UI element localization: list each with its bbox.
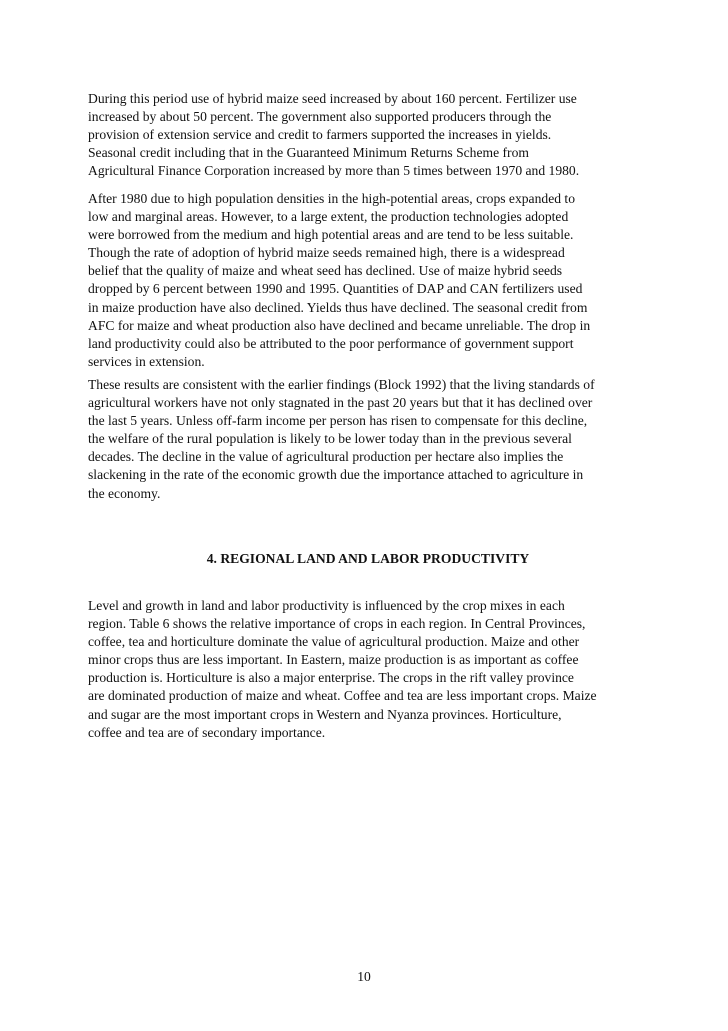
paragraph-crop-mixes: Level and growth in land and labor productivity is influenced by the crop mixes in each region. Table 6 shows the relative importance of crops in each region. In Central Provinces, coffee, tea and horticulture dominate the value of agricultural production. Maize and other minor crops thus are less important. In Eastern, maize production is as important as coffee production is. Horticulture is also a major enterprise. The crops in the rift valley province are dominated production of maize and wheat. Coffee and tea are less important crops. Maize and sugar are the most important crops in Western and Nyanza provinces. Horticulture, coffee and tea are of secondary importance. bbox=[88, 598, 597, 740]
paragraph-after-1980: After 1980 due to high population densities in the high-potential areas, crops expanded to low and marginal areas. However, to a large extent, the production technologies adopted were borrowed from the medium and high potential areas and are tend to be less suitable. Though the rate of adoption of hybrid maize seeds remained high, there is a widespread belief that the quality of maize and wheat seed has declined. Use of maize hybrid seeds dropped by 6 percent between 1990 and 1995. Quantities of DAP and CAN fertilizers used in maize production have also declined. Yields thus have declined. The seasonal credit from AFC for maize and wheat production also have declined and became unreliable. The drop in land productivity could also be attributed to the poor performance of government support services in extension. bbox=[88, 191, 591, 369]
page-number: 10 bbox=[357, 969, 371, 984]
section-heading: 4. REGIONAL LAND AND LABOR PRODUCTIVITY bbox=[206, 551, 530, 566]
paragraph-hybrid-maize-seed: During this period use of hybrid maize seed increased by about 160 percent. Fertilizer use increased by about 50 percent. The government also supported producers through the provision of extension service and credit to farmers supported the increases in yields. Seasonal credit including that in the Guaranteed Minimum Returns Scheme from Agricultural Finance Corporation increased by more than 5 times between 1970 and 1980. bbox=[88, 91, 580, 179]
paragraph-consistent-results: These results are consistent with the earlier findings (Block 1992) that the living standards of agricultural workers have not only stagnated in the past 20 years but that it has declined over the last 5 years. Unless off-farm income per person has risen to compensate for this decline, the welfare of the rural population is likely to be lower today than in the previous several decades. The decline in the value of agricultural production per hectare also implies the slackening in the rate of the economic growth due the importance attached to agriculture in the economy. bbox=[88, 377, 595, 501]
